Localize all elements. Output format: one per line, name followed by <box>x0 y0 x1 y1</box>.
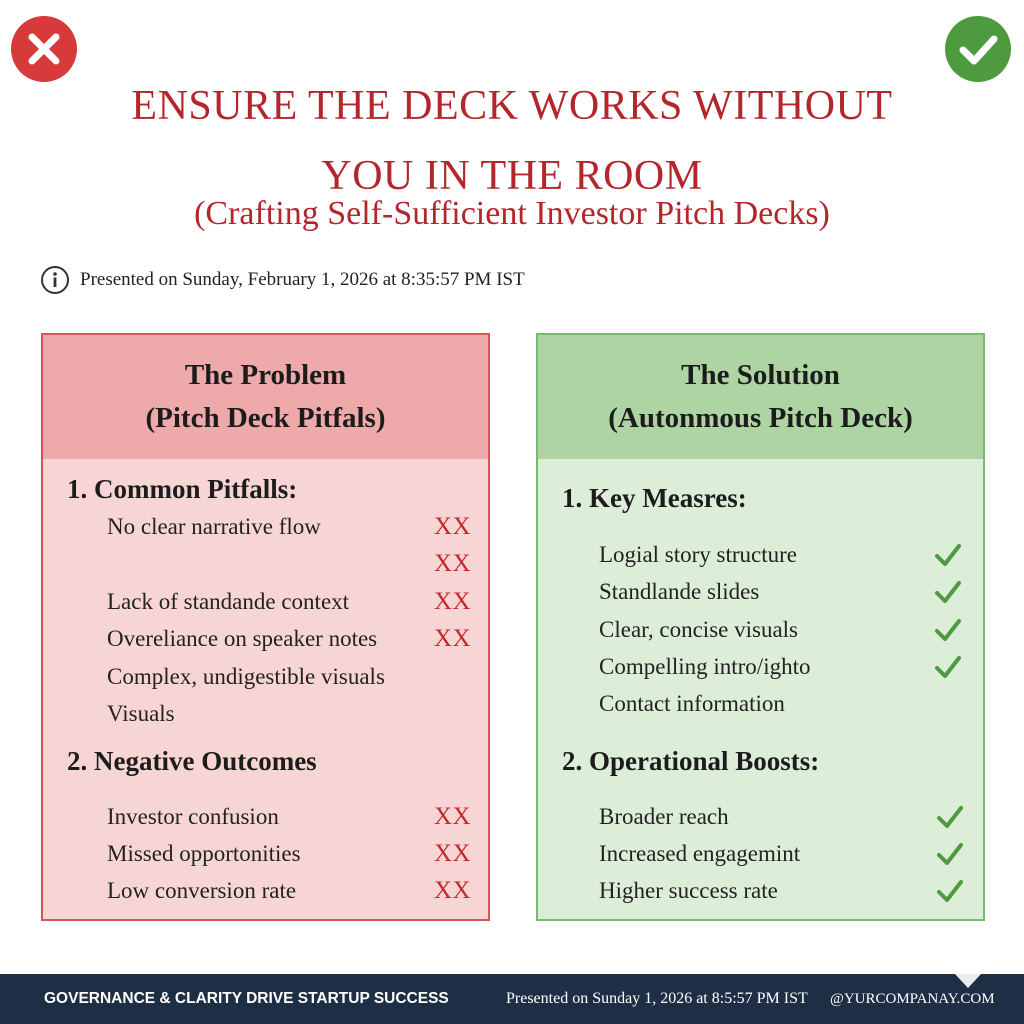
xx-mark: XX <box>434 550 472 577</box>
measure-item: Standlande slides <box>599 579 760 604</box>
pitfall-item: Overeliance on speaker notes <box>107 626 378 651</box>
boost-item: Broader reach <box>599 804 729 829</box>
measure-item: Clear, concise visuals <box>599 617 798 642</box>
measure-item: Logial story structure <box>599 542 798 567</box>
problem-panel <box>41 333 490 921</box>
key-measures-title: 1. Key Measres: <box>562 483 747 513</box>
outcome-item: Missed opportonities <box>107 841 301 866</box>
problem-subheading: (Pitch Deck Pitfals) <box>145 402 386 434</box>
footer-notch-decoration <box>955 974 981 988</box>
check-icon <box>934 578 962 606</box>
footer-bar <box>0 974 1024 1024</box>
pitfall-item: Visuals <box>107 701 175 726</box>
check-circle-icon <box>944 15 1012 83</box>
outcome-item: Investor confusion <box>107 804 279 829</box>
boost-item: Higher success rate <box>599 878 778 903</box>
page-title <box>0 80 1024 202</box>
xx-mark: XX <box>434 877 472 904</box>
xx-mark: XX <box>434 625 472 652</box>
common-pitfalls-title: 1. Common Pitfalls: <box>67 474 298 504</box>
xx-mark: XX <box>434 513 472 540</box>
xx-mark: XX <box>434 803 472 830</box>
problem-heading: The Problem <box>184 359 347 391</box>
x-circle-icon <box>10 15 78 83</box>
pitfall-item: No clear narrative flow <box>107 514 321 539</box>
pitfall-item: Complex, undigestible visuals <box>107 664 385 689</box>
page-subtitle: (Crafting Self-Sufficient Investor Pitch Decks) <box>194 195 830 232</box>
title-line-2: YOU IN THE ROOM <box>321 153 703 199</box>
outcome-item: Low conversion rate <box>107 878 297 903</box>
presented-info <box>40 265 525 295</box>
check-icon <box>936 840 964 868</box>
measure-item: Contact information <box>599 691 785 716</box>
check-icon <box>936 877 964 905</box>
check-icon <box>934 653 962 681</box>
solution-subheading: (Autonmous Pitch Deck) <box>608 402 913 434</box>
xx-mark: XX <box>434 840 472 867</box>
check-icon <box>934 616 962 644</box>
footer-presented: Presented on Sunday 1, 2026 at 8:5:57 PM IST <box>506 990 808 1007</box>
solution-header <box>538 335 983 459</box>
measure-item: Compelling intro/ighto <box>599 654 811 679</box>
title-line-1: ENSURE THE DECK WORKS WITHOUT <box>131 83 893 129</box>
footer-tagline: GOVERNANCE & CLARITY DRIVE STARTUP SUCCESS <box>44 990 449 1007</box>
solution-heading: The Solution <box>681 359 840 391</box>
check-icon <box>936 803 964 831</box>
presented-text: Presented on Sunday, February 1, 2026 at 8:35:57 PM IST <box>80 269 525 290</box>
info-icon <box>40 265 70 295</box>
problem-header <box>43 335 488 459</box>
footer-website-link[interactable]: @YURCOMPANAY.COM <box>830 991 995 1007</box>
check-icon <box>934 541 962 569</box>
operational-boosts-title: 2. Operational Boosts: <box>562 746 820 776</box>
xx-mark: XX <box>434 588 472 615</box>
negative-outcomes-title: 2. Negative Outcomes <box>67 746 317 776</box>
boost-item: Increased engagemint <box>599 841 801 866</box>
solution-panel <box>536 333 985 921</box>
pitfall-item: Lack of standande context <box>107 589 350 614</box>
